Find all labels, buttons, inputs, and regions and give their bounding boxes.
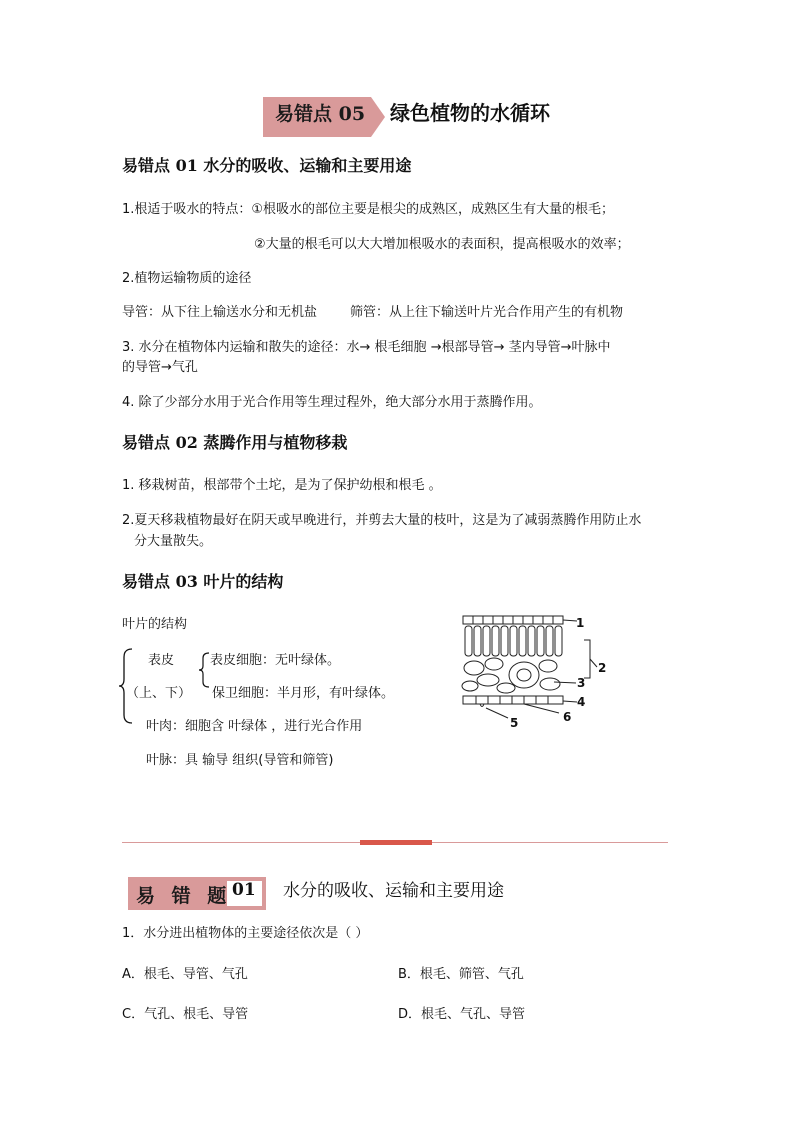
quiz-tag-label: 易 错 题 [136, 885, 232, 907]
s1-line-6: 4. 除了少部分水用于光合作用等生理过程外，绝大部分水用于蒸腾作用。 [122, 395, 542, 410]
s1-line-5a: 3. 水分在植物体内运输和散失的途径：水→ 根毛细胞 →根部导管→ 茎内导管→叶脉中 [122, 340, 611, 355]
divider-accent [360, 840, 432, 845]
quiz-title: 水分的吸收、运输和主要用途 [283, 881, 504, 901]
mesophyll-line: 叶肉：细胞含 叶绿体 ，进行光合作用 [146, 719, 363, 734]
option-d[interactable]: D．根毛、气孔、导管 [398, 1007, 526, 1022]
s1-line-2: ②大量的根毛可以大大增加根吸水的表面积，提高根吸水的效率； [254, 237, 630, 252]
diagram-label-3: 3 [577, 676, 586, 690]
question-1: 1．水分进出植物体的主要途径依次是（ ） [122, 926, 369, 941]
s1-line-1: 1.根适于吸水的特点：①根吸水的部位主要是根尖的成熟区，成熟区生有大量的根毛； [122, 202, 615, 217]
diagram-label-4: 4 [577, 695, 586, 709]
option-a[interactable]: A．根毛、导管、气孔 [122, 967, 248, 982]
quiz-tag-number: 01 [232, 880, 256, 900]
s2-line-2b: 分大量散失。 [134, 534, 213, 549]
section-heading-2: 易错点 02 蒸腾作用与植物移栽 [122, 433, 348, 452]
diagram-label-6: 6 [563, 710, 572, 724]
diagram-label-5: 5 [510, 716, 519, 730]
small-brace-icon [198, 652, 210, 688]
s2-line-1: 1. 移栽树苗，根部带个土坨，是为了保护幼根和根毛 。 [122, 478, 442, 493]
s1-line-3: 2.植物运输物质的途径 [122, 271, 252, 286]
page-title: 绿色植物的水循环 [390, 101, 550, 125]
section-heading-1: 易错点 01 水分的吸收、运输和主要用途 [122, 156, 412, 175]
leaf-cross-section-diagram [460, 612, 620, 732]
section-heading-3: 易错点 03 叶片的结构 [122, 572, 284, 591]
guard-cell-line: 保卫细胞：半月形，有叶绿体。 [212, 686, 395, 701]
s1-line-4a: 导管：从下往上输送水分和无机盐 [122, 305, 318, 320]
vein-line: 叶脉：具 输导 组织(导管和筛管) [146, 753, 334, 768]
shangxia-label: （上、下） [126, 686, 192, 701]
diagram-label-1: 1 [576, 616, 585, 630]
option-b[interactable]: B．根毛、筛管、气孔 [398, 967, 524, 982]
option-c[interactable]: C．气孔、根毛、导管 [122, 1007, 249, 1022]
s1-line-5b: 的导管→气孔 [122, 360, 198, 375]
diagram-label-2: 2 [598, 661, 607, 675]
s2-line-2a: 2.夏天移栽植物最好在阴天或早晚进行，并剪去大量的枝叶，这是为了减弱蒸腾作用防止水 [122, 513, 642, 528]
title-tag: 易错点 05 [275, 103, 366, 125]
epidermis-cell-line: 表皮细胞：无叶绿体。 [210, 653, 341, 668]
leaf-structure-intro: 叶片的结构 [122, 617, 188, 632]
s1-line-4b: 筛管：从上往下输送叶片光合作用产生的有机物 [350, 305, 624, 320]
biaopi-label: 表皮 [148, 653, 175, 668]
